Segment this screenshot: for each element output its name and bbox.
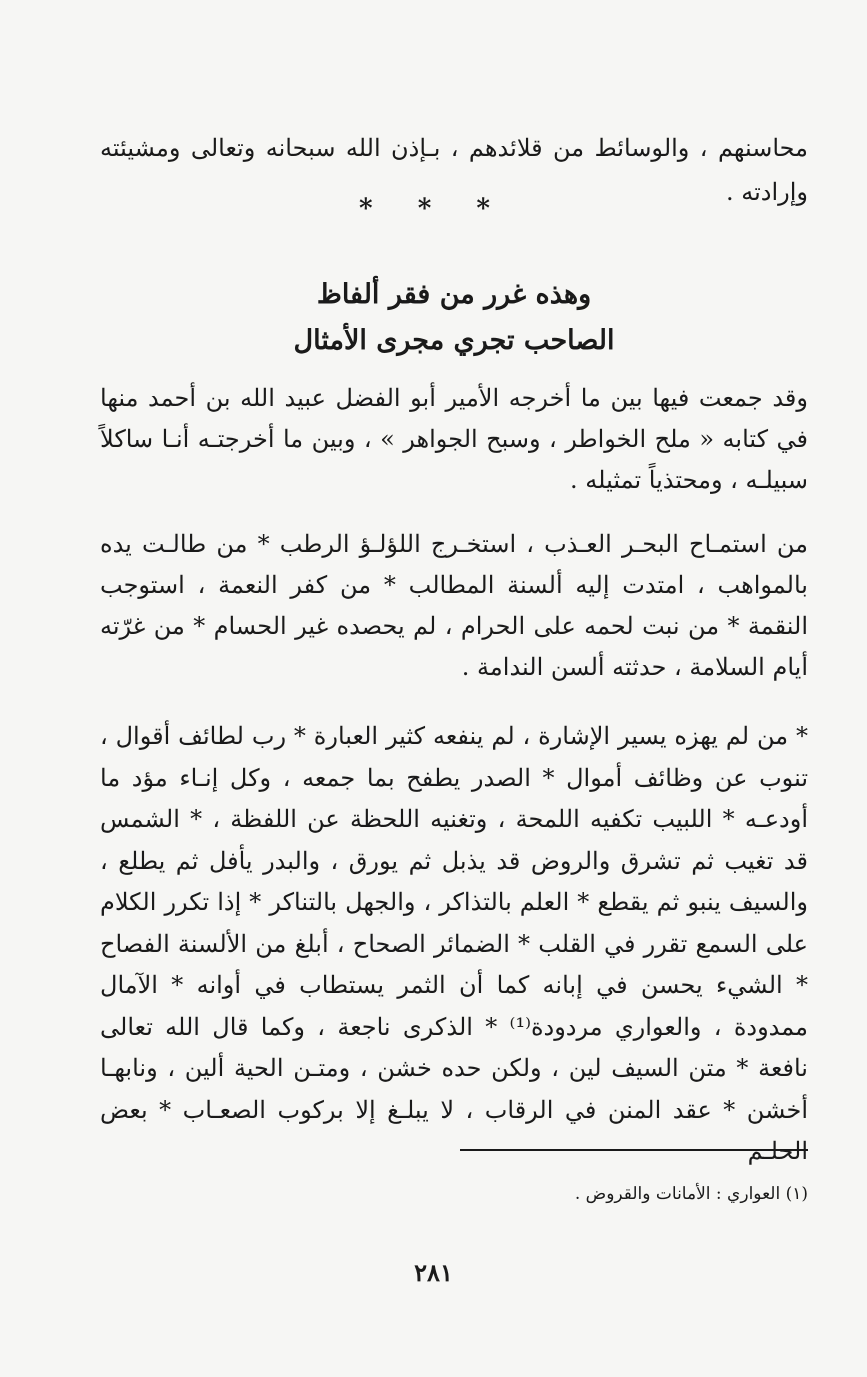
footnote: (١) العواري : الأمانات والقروض .	[574, 1184, 808, 1204]
heading-line-2: الصاحب تجري مجرى الأمثال	[293, 325, 615, 356]
heading-line-1: وهذه غرر من فقر ألفاظ	[316, 279, 592, 310]
section-heading	[100, 272, 808, 364]
sayings-paragraph-1: من استمـاح البحـر العـذب ، استخـرج اللؤلـؤ الرطب * من طالـت يده بالمواهب ، امتدت إليه ألسنة المطالب * من كفر النعمة ، استوجب النقمة * من نبت لحمه على الحرام ، لم يحصده غير الحسام * من غرّته أيام السلامة ، حدثته ألسن الندامة .	[100, 530, 808, 681]
continued-text-line: محاسنهم ، والوسائط من قلائدهم ، بـإذن الله سبحانه وتعالى ومشيئته وإرادته .	[100, 134, 808, 206]
footnote-divider	[460, 1149, 808, 1151]
sayings-paragraph-2: * من لم يهزه يسير الإشارة ، لم ينفعه كثير العبارة * رب لطائف أقوال ، تنوب عن وظائف أموال * الصدر يطفح بما جمعه ، وكل إنـاء مؤد ما أودعـه * اللبيب تكفيه اللمحة ، وتغنيه اللحظة عن اللفظة ، * الشمس قد تغيب ثم تشرق والروض قد يذبل ثم يورق ، والبدر يأفل ثم يطلع ، والسيف ينبو ثم يقطع * العلم بالتذاكر ، والجهل بالتناكر * إذا تكرر الكلام على السمع تقرر في القلب * الضمائر الصحاح ، أبلغ من الألسنة الفصاح * الشيء يحسن في إبانه كما أن الثمر يستطاب في أوانه * الآمال ممدودة ، والعواري مردودة⁽¹⁾ * الذكرى ناجعة ، وكما قال الله تعالى نافعة * متن السيف لين ، ولكن حده خشن ، ومتـن الحية ألين ، ونابهـا أخشن * عقد المنن في الرقاب ، لا يبلـغ إلا بركوب الصعـاب * بعض الحلـم	[100, 722, 809, 1165]
asterisk-separator: * * *	[359, 194, 508, 224]
page-number: ٢٨١	[414, 1258, 453, 1287]
intro-paragraph: وقد جمعت فيها بين ما أخرجه الأمير أبو الفضل عبيد الله بن أحمد منها في كتابه « ملح الخواطر ، وسبح الجواهر » ، وبين ما أخرجتـه أنـا ساكلاً سبيلـه ، ومحتذياً تمثيله .	[100, 384, 808, 494]
